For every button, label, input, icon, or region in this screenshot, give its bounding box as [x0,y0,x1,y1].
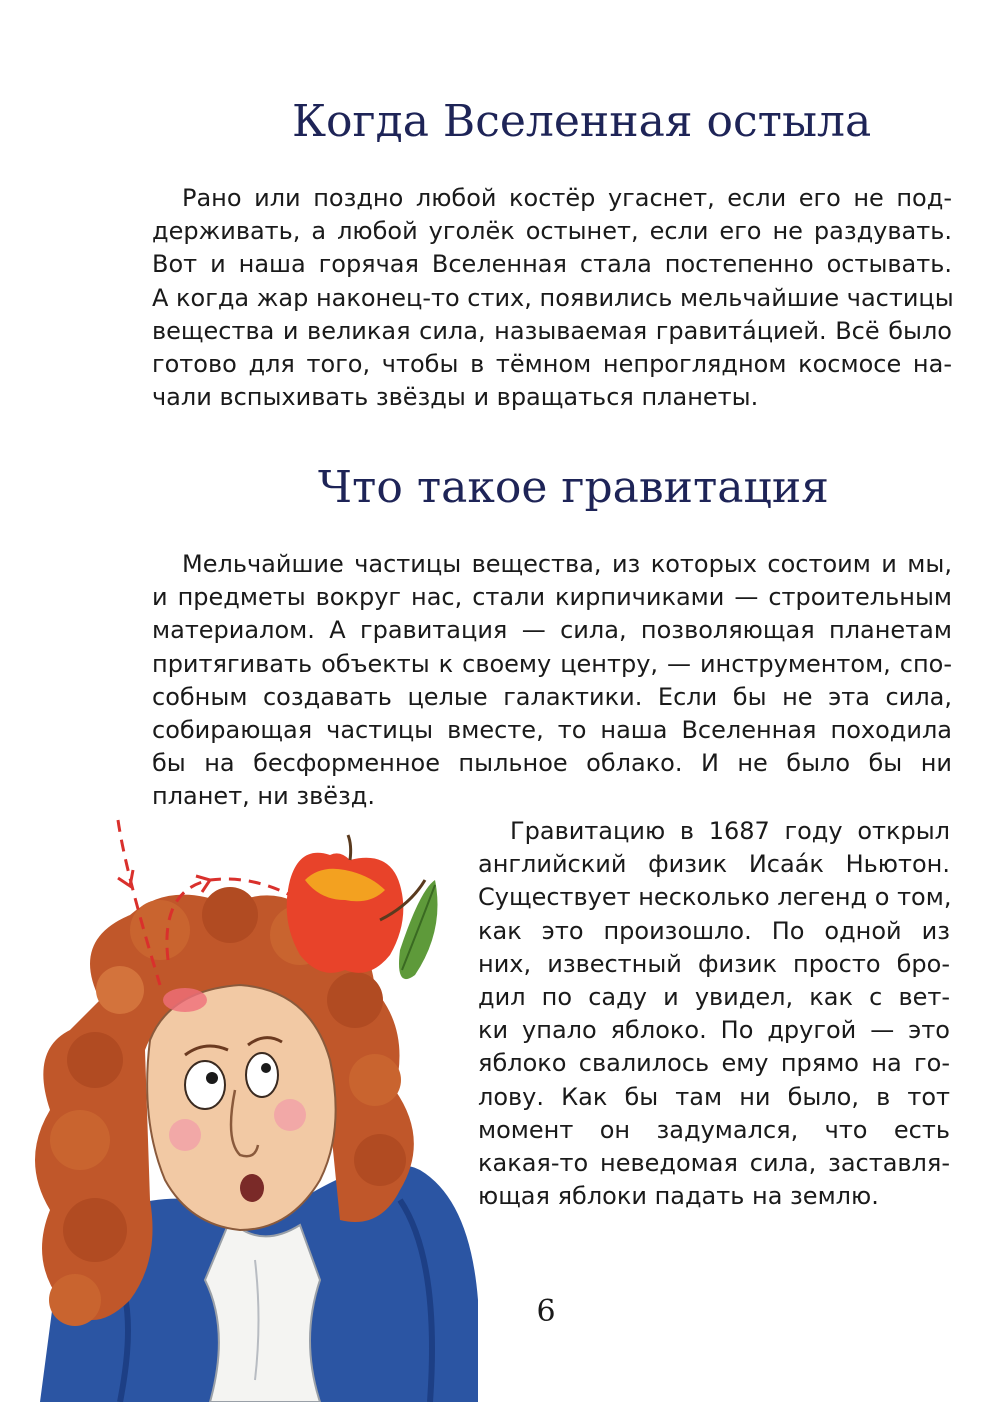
text-line: момент он задумался, что есть [478,1115,950,1144]
paragraph-newton [478,815,950,1213]
bump-icon [163,988,207,1012]
text-line: планет, ни звёзд. [152,782,376,811]
text-line: Вот и наша горячая Вселенная стала постепенно остывать. [152,250,952,279]
text-line: Мельчайшие частицы вещества, из которых состоим и мы, [182,550,952,578]
text-line: Существует несколько легенд о том, [478,883,952,912]
text-line: материалом. А гравитация — сила, позволяющая планетам [152,616,952,645]
text-line: лову. Как бы там ни было, в тот [478,1082,950,1111]
text-line: как это произошло. По одной из [478,916,950,945]
section-title-cooling: Когда Вселенная остыла [292,96,872,147]
page-number: 6 [536,1294,556,1329]
text-line: ющая яблоки падать на землю. [478,1182,879,1211]
text-line: собным создавать целые галактики. Если бы не эта сила, [152,682,952,711]
face-icon [147,985,335,1230]
text-line: притягивать объекты к своему центру, — инструментом, спо- [152,649,952,678]
text-line: вещества и великая сила, называемая гравита́цией. Всё было [152,316,952,345]
text-line: них, известный физик просто бро- [478,949,950,978]
section-title-gravity: Что такое гравитация [318,462,829,513]
text-line: А когда жар наконец-то стих, появились мельчайшие частицы [152,283,954,312]
text-line: яблоко свалилось ему прямо на го- [478,1049,950,1078]
apple-icon [287,835,438,979]
text-line: готово для того, чтобы в тёмном непроглядном космосе на- [152,349,952,378]
text-line: и предметы вокруг нас, стали кирпичиками — строительным [152,583,952,612]
paragraph-gravity [152,548,952,814]
text-line: держивать, а любой уголёк остынет, если его не раздувать. [152,217,952,246]
text-line: Рано или поздно любой костёр угаснет, если его не под- [182,184,952,212]
text-line: дил по саду и увидел, как с вет- [478,982,950,1011]
text-line: английский физик Исаа́к Ньютон. [478,850,950,879]
text-line: ки упало яблоко. По другой — это [478,1016,950,1045]
text-line: чали вспыхивать звёзды и вращаться планеты. [152,383,759,412]
text-line: собирающая частицы вместе, то наша Вселенная походила [152,715,952,744]
paragraph-cooling [152,182,952,414]
text-line: какая-то неведомая сила, заставля- [478,1148,950,1177]
text-line: бы на бесформенное пыльное облако. И не было бы ни [152,749,952,778]
text-line: Гравитацию в 1687 году открыл [510,817,950,845]
arrowhead-icon [118,870,133,886]
